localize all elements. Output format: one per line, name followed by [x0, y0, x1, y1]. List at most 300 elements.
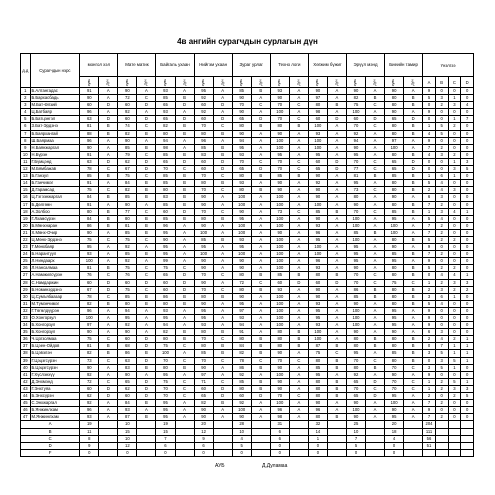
table-cell: 100	[270, 300, 289, 307]
table-cell: A	[213, 229, 232, 236]
row-number: 4	[21, 109, 31, 116]
table-cell: 0	[435, 166, 448, 173]
header-subject: Хөгжим бүжиг	[308, 54, 346, 77]
table-cell: A	[99, 307, 118, 314]
student-name: М.Бямбажав	[30, 166, 80, 173]
table-cell: A	[366, 194, 385, 201]
table-cell: 0	[448, 229, 461, 236]
table-cell: A	[175, 109, 194, 116]
table-row	[21, 109, 474, 116]
table-cell: C	[175, 166, 194, 173]
table-cell: 90	[270, 385, 289, 392]
table-cell: C	[137, 173, 156, 180]
summary-cell: 32	[308, 421, 327, 428]
table-cell: 5	[423, 180, 436, 187]
table-cell: 80	[385, 123, 404, 130]
table-cell: 0	[461, 322, 474, 329]
table-cell: A	[99, 329, 118, 336]
table-cell: 93	[270, 88, 289, 95]
student-name: М.Янжинлхам	[30, 414, 80, 421]
student-name: Б.Бархасбадь	[30, 95, 80, 102]
table-cell: D	[366, 393, 385, 400]
table-cell: D	[137, 116, 156, 123]
table-cell: 90	[308, 293, 327, 300]
table-row	[21, 400, 474, 407]
table-cell: 77	[118, 208, 137, 215]
table-cell: 93	[308, 265, 327, 272]
student-name: Г.Хүслэнхүү	[30, 371, 80, 378]
table-cell: 0	[448, 244, 461, 251]
student-name: Г.Цэцэгсүрэн	[30, 357, 80, 364]
table-cell: C	[99, 272, 118, 279]
table-cell: 72	[80, 378, 99, 385]
table-row	[21, 300, 474, 307]
summary-label: B	[21, 428, 80, 435]
table-cell: B	[251, 364, 270, 371]
table-cell: A	[251, 236, 270, 243]
student-name: Г.Бүмцэнд	[30, 158, 80, 165]
table-cell: 100	[346, 407, 365, 414]
table-cell: C	[289, 208, 308, 215]
header-percent-label: хувь	[162, 78, 167, 87]
table-cell: 95	[346, 151, 365, 158]
table-cell: 0	[448, 137, 461, 144]
table-cell: 1	[461, 378, 474, 385]
table-cell: 0	[435, 407, 448, 414]
table-cell: 2	[448, 151, 461, 158]
table-cell: 0	[448, 307, 461, 314]
table-cell: 94	[156, 322, 175, 329]
table-cell: 80	[232, 187, 251, 194]
table-cell: A	[327, 88, 346, 95]
table-cell: 100	[270, 144, 289, 151]
table-cell: 2	[435, 279, 448, 286]
table-cell: 0	[448, 300, 461, 307]
table-cell: C	[137, 286, 156, 293]
table-cell: A	[251, 414, 270, 421]
table-cell: D	[175, 208, 194, 215]
summary-cell: 10	[232, 428, 251, 435]
table-cell: B	[251, 385, 270, 392]
student-name: Б.Ганзул	[30, 173, 80, 180]
summary-row	[21, 428, 474, 435]
table-cell: 0	[461, 258, 474, 265]
table-cell: A	[137, 137, 156, 144]
summary-cell: 6	[270, 435, 289, 442]
summary-cell	[251, 435, 270, 442]
table-cell: B	[404, 102, 423, 109]
table-cell: B	[404, 293, 423, 300]
summary-cell	[289, 449, 308, 456]
summary-cell: 10	[346, 428, 365, 435]
table-cell: A	[366, 300, 385, 307]
table-cell: 100	[270, 137, 289, 144]
table-row	[21, 137, 474, 144]
header-grade-letter: B	[435, 77, 448, 88]
student-name: Б.Батцэнгэл	[30, 116, 80, 123]
table-cell: B	[289, 123, 308, 130]
header-subject: Зураг урлаг	[232, 54, 270, 77]
table-cell: 95	[308, 315, 327, 322]
table-cell: 6	[435, 173, 448, 180]
table-cell: 90	[80, 364, 99, 371]
table-cell: 95	[156, 251, 175, 258]
table-cell: 93	[80, 414, 99, 421]
table-cell: 74	[118, 123, 137, 130]
table-cell: A	[99, 201, 118, 208]
table-cell: 65	[346, 393, 365, 400]
table-cell: 75	[118, 265, 137, 272]
table-cell: 0	[461, 187, 474, 194]
table-cell: D	[175, 286, 194, 293]
table-cell: 80	[308, 102, 327, 109]
table-cell: C	[213, 272, 232, 279]
table-cell: 1	[461, 272, 474, 279]
row-number: 18	[21, 208, 31, 215]
student-name: Г.Төгөлдүүрэн	[30, 307, 80, 314]
table-cell: 60	[118, 279, 137, 286]
table-row	[21, 258, 474, 265]
table-cell: 90	[346, 265, 365, 272]
header-percent	[80, 77, 99, 88]
table-cell: 95	[346, 244, 365, 251]
summary-cell	[137, 435, 156, 442]
table-cell: A	[366, 144, 385, 151]
table-cell: A	[289, 109, 308, 116]
table-cell: 95	[385, 414, 404, 421]
summary-cell	[137, 421, 156, 428]
table-cell: 1	[448, 350, 461, 357]
table-cell: 78	[232, 357, 251, 364]
table-cell: 90	[80, 329, 99, 336]
table-cell: 85	[232, 378, 251, 385]
table-cell: 90	[232, 265, 251, 272]
table-cell: D	[404, 158, 423, 165]
table-row	[21, 315, 474, 322]
table-cell: 0	[423, 166, 436, 173]
table-cell: 0	[461, 236, 474, 243]
table-cell: D	[404, 166, 423, 173]
table-cell: A	[251, 208, 270, 215]
table-cell: A	[366, 315, 385, 322]
table-cell: 70	[194, 123, 213, 130]
table-cell: 92	[80, 400, 99, 407]
table-cell: C	[213, 357, 232, 364]
row-number: 23	[21, 244, 31, 251]
table-cell: 91	[80, 151, 99, 158]
table-cell: 80	[385, 272, 404, 279]
table-cell: 90	[232, 258, 251, 265]
summary-cell	[461, 449, 474, 456]
table-cell: 83	[118, 364, 137, 371]
table-cell: 100	[270, 201, 289, 208]
summary-cell	[175, 449, 194, 456]
table-row	[21, 215, 474, 222]
summary-cell	[404, 435, 423, 442]
table-cell: 0	[461, 300, 474, 307]
table-cell: 70	[270, 158, 289, 165]
table-cell: B	[251, 173, 270, 180]
table-cell: 93	[80, 251, 99, 258]
table-cell: 87	[118, 414, 137, 421]
table-cell: 93	[232, 236, 251, 243]
table-row	[21, 116, 474, 123]
table-cell: A	[366, 109, 385, 116]
table-cell: 80	[385, 336, 404, 343]
table-cell: 60	[194, 166, 213, 173]
table-cell: A	[366, 265, 385, 272]
table-cell: A	[327, 187, 346, 194]
table-cell: B	[251, 286, 270, 293]
table-cell: 80	[232, 286, 251, 293]
table-cell: 60	[156, 286, 175, 293]
table-cell: C	[366, 166, 385, 173]
header-percent	[270, 77, 289, 88]
table-cell: A	[99, 364, 118, 371]
table-cell: 70	[385, 364, 404, 371]
table-cell: A	[137, 258, 156, 265]
table-row	[21, 343, 474, 350]
table-cell: 1	[423, 208, 436, 215]
table-cell: 80	[194, 343, 213, 350]
table-cell: 100	[194, 251, 213, 258]
header-grade	[327, 77, 346, 88]
table-cell: A	[137, 109, 156, 116]
table-cell: A	[99, 137, 118, 144]
table-cell: A	[404, 400, 423, 407]
table-cell: 100	[270, 322, 289, 329]
table-cell: 77	[346, 166, 365, 173]
table-cell: A	[289, 350, 308, 357]
table-cell: A	[327, 286, 346, 293]
table-cell: 78	[80, 293, 99, 300]
table-cell: 91	[80, 180, 99, 187]
table-cell: A	[99, 251, 118, 258]
table-cell: 0	[435, 393, 448, 400]
table-cell: B	[137, 350, 156, 357]
table-cell: 0	[461, 407, 474, 414]
table-cell: A	[251, 329, 270, 336]
student-name: О.Хонгорзул	[30, 315, 80, 322]
summary-cell: 15	[156, 428, 175, 435]
table-cell: A	[327, 407, 346, 414]
table-cell: A	[404, 258, 423, 265]
table-cell: D	[327, 116, 346, 123]
table-cell: D	[175, 116, 194, 123]
table-cell: A	[251, 322, 270, 329]
table-cell: 90	[194, 201, 213, 208]
table-cell: A	[213, 315, 232, 322]
summary-cell	[99, 435, 118, 442]
table-cell: B	[175, 95, 194, 102]
table-cell: 5	[435, 123, 448, 130]
table-cell: A	[175, 137, 194, 144]
table-cell: A	[289, 286, 308, 293]
table-cell: 65	[118, 378, 137, 385]
table-cell: 100	[270, 293, 289, 300]
table-cell: 90	[232, 414, 251, 421]
table-cell: B	[404, 286, 423, 293]
table-cell: A	[327, 258, 346, 265]
table-cell: 2	[461, 286, 474, 293]
row-number: 13	[21, 173, 31, 180]
header-percent-label: хувь	[391, 78, 396, 87]
header-grade	[289, 77, 308, 88]
table-cell: 70	[194, 208, 213, 215]
table-cell: A	[289, 194, 308, 201]
table-cell: 84	[118, 180, 137, 187]
table-cell: B	[404, 236, 423, 243]
table-cell: 9	[423, 371, 436, 378]
table-cell: 80	[308, 385, 327, 392]
table-cell: C	[366, 385, 385, 392]
table-cell: 100	[385, 229, 404, 236]
table-cell: A	[327, 265, 346, 272]
table-cell: A	[366, 414, 385, 421]
table-cell: 92	[194, 109, 213, 116]
row-number: 19	[21, 215, 31, 222]
table-cell: 85	[156, 215, 175, 222]
table-cell: 1	[423, 378, 436, 385]
table-row	[21, 151, 474, 158]
table-cell: 5	[448, 357, 461, 364]
summary-cell: 11	[80, 428, 99, 435]
table-cell: 0	[461, 371, 474, 378]
table-cell: 3	[461, 385, 474, 392]
table-cell: A	[175, 315, 194, 322]
summary-row	[21, 435, 474, 442]
row-number: 32	[21, 307, 31, 314]
table-cell: 100	[270, 109, 289, 116]
table-cell: 0	[461, 144, 474, 151]
table-cell: 92	[346, 130, 365, 137]
table-cell: 95	[385, 322, 404, 329]
table-cell: A	[327, 300, 346, 307]
table-cell: 2	[448, 265, 461, 272]
table-cell: A	[327, 137, 346, 144]
summary-cell: 51	[423, 442, 436, 449]
table-cell: D	[137, 102, 156, 109]
table-cell: A	[327, 371, 346, 378]
table-cell: 84	[232, 343, 251, 350]
table-cell: C	[404, 279, 423, 286]
table-row	[21, 371, 474, 378]
table-cell: 60	[80, 385, 99, 392]
row-number: 24	[21, 251, 31, 258]
table-cell: D	[327, 166, 346, 173]
table-cell: 92	[118, 322, 137, 329]
summary-cell	[461, 435, 474, 442]
table-cell: A	[327, 329, 346, 336]
student-name: Н.Баянжаргал	[30, 144, 80, 151]
table-cell: 94	[346, 137, 365, 144]
table-cell: A	[327, 151, 346, 158]
table-cell: A	[213, 322, 232, 329]
table-cell: 100	[346, 236, 365, 243]
table-cell: 85	[346, 293, 365, 300]
table-cell: 85	[118, 293, 137, 300]
table-cell: B	[404, 272, 423, 279]
row-number: 45	[21, 400, 31, 407]
summary-cell: 10	[118, 421, 137, 428]
row-number: 15	[21, 187, 31, 194]
table-cell: A	[404, 244, 423, 251]
table-cell: 67	[118, 166, 137, 173]
table-cell: 90	[308, 88, 327, 95]
table-cell: 3	[435, 95, 448, 102]
table-cell: 2	[423, 336, 436, 343]
table-cell: 100	[270, 265, 289, 272]
summary-cell: 204	[423, 421, 436, 428]
table-cell: 100	[385, 400, 404, 407]
table-row	[21, 130, 474, 137]
table-cell: C	[137, 265, 156, 272]
table-cell: 90	[118, 137, 137, 144]
table-cell: 0	[448, 215, 461, 222]
table-cell: D	[251, 116, 270, 123]
table-cell: 80	[232, 173, 251, 180]
summary-cell	[99, 428, 118, 435]
table-cell: 85	[118, 194, 137, 201]
table-cell: 0	[423, 272, 436, 279]
summary-cell: 5	[232, 442, 251, 449]
summary-cell: 0	[232, 449, 251, 456]
table-cell: B	[213, 151, 232, 158]
table-cell: 6	[423, 194, 436, 201]
table-cell: 80	[270, 123, 289, 130]
student-name: Б.Янжинлхам	[30, 407, 80, 414]
table-cell: 5	[423, 215, 436, 222]
student-name: А.Золбоо	[30, 208, 80, 215]
table-cell: D	[99, 102, 118, 109]
table-cell: 0	[448, 315, 461, 322]
table-row	[21, 208, 474, 215]
table-cell: D	[213, 102, 232, 109]
table-cell: 80	[156, 364, 175, 371]
row-number: 38	[21, 350, 31, 357]
table-cell: B	[366, 286, 385, 293]
table-cell: B	[327, 102, 346, 109]
table-cell: A	[175, 371, 194, 378]
table-cell: 0	[423, 343, 436, 350]
table-cell: C	[213, 286, 232, 293]
table-cell: C	[175, 343, 194, 350]
table-cell: A	[289, 293, 308, 300]
table-cell: 0	[435, 137, 448, 144]
table-cell: 80	[308, 414, 327, 421]
summary-cell: 56	[423, 435, 436, 442]
table-cell: 96	[270, 407, 289, 414]
table-cell: A	[251, 307, 270, 314]
table-cell: 80	[308, 357, 327, 364]
table-cell: D	[99, 158, 118, 165]
table-cell: C	[213, 208, 232, 215]
summary-cell: 111	[423, 428, 436, 435]
table-cell: A	[289, 414, 308, 421]
table-cell: 83	[194, 151, 213, 158]
table-cell: C	[366, 272, 385, 279]
header-subject: Биеийн тамир	[385, 54, 423, 77]
table-cell: 1	[461, 336, 474, 343]
row-number: 2	[21, 95, 31, 102]
table-cell: C	[99, 378, 118, 385]
table-cell: B	[175, 173, 194, 180]
table-cell: 0	[461, 251, 474, 258]
summary-cell	[448, 421, 461, 428]
table-cell: 90	[194, 364, 213, 371]
table-cell: 100	[270, 194, 289, 201]
table-cell: 95	[156, 414, 175, 421]
